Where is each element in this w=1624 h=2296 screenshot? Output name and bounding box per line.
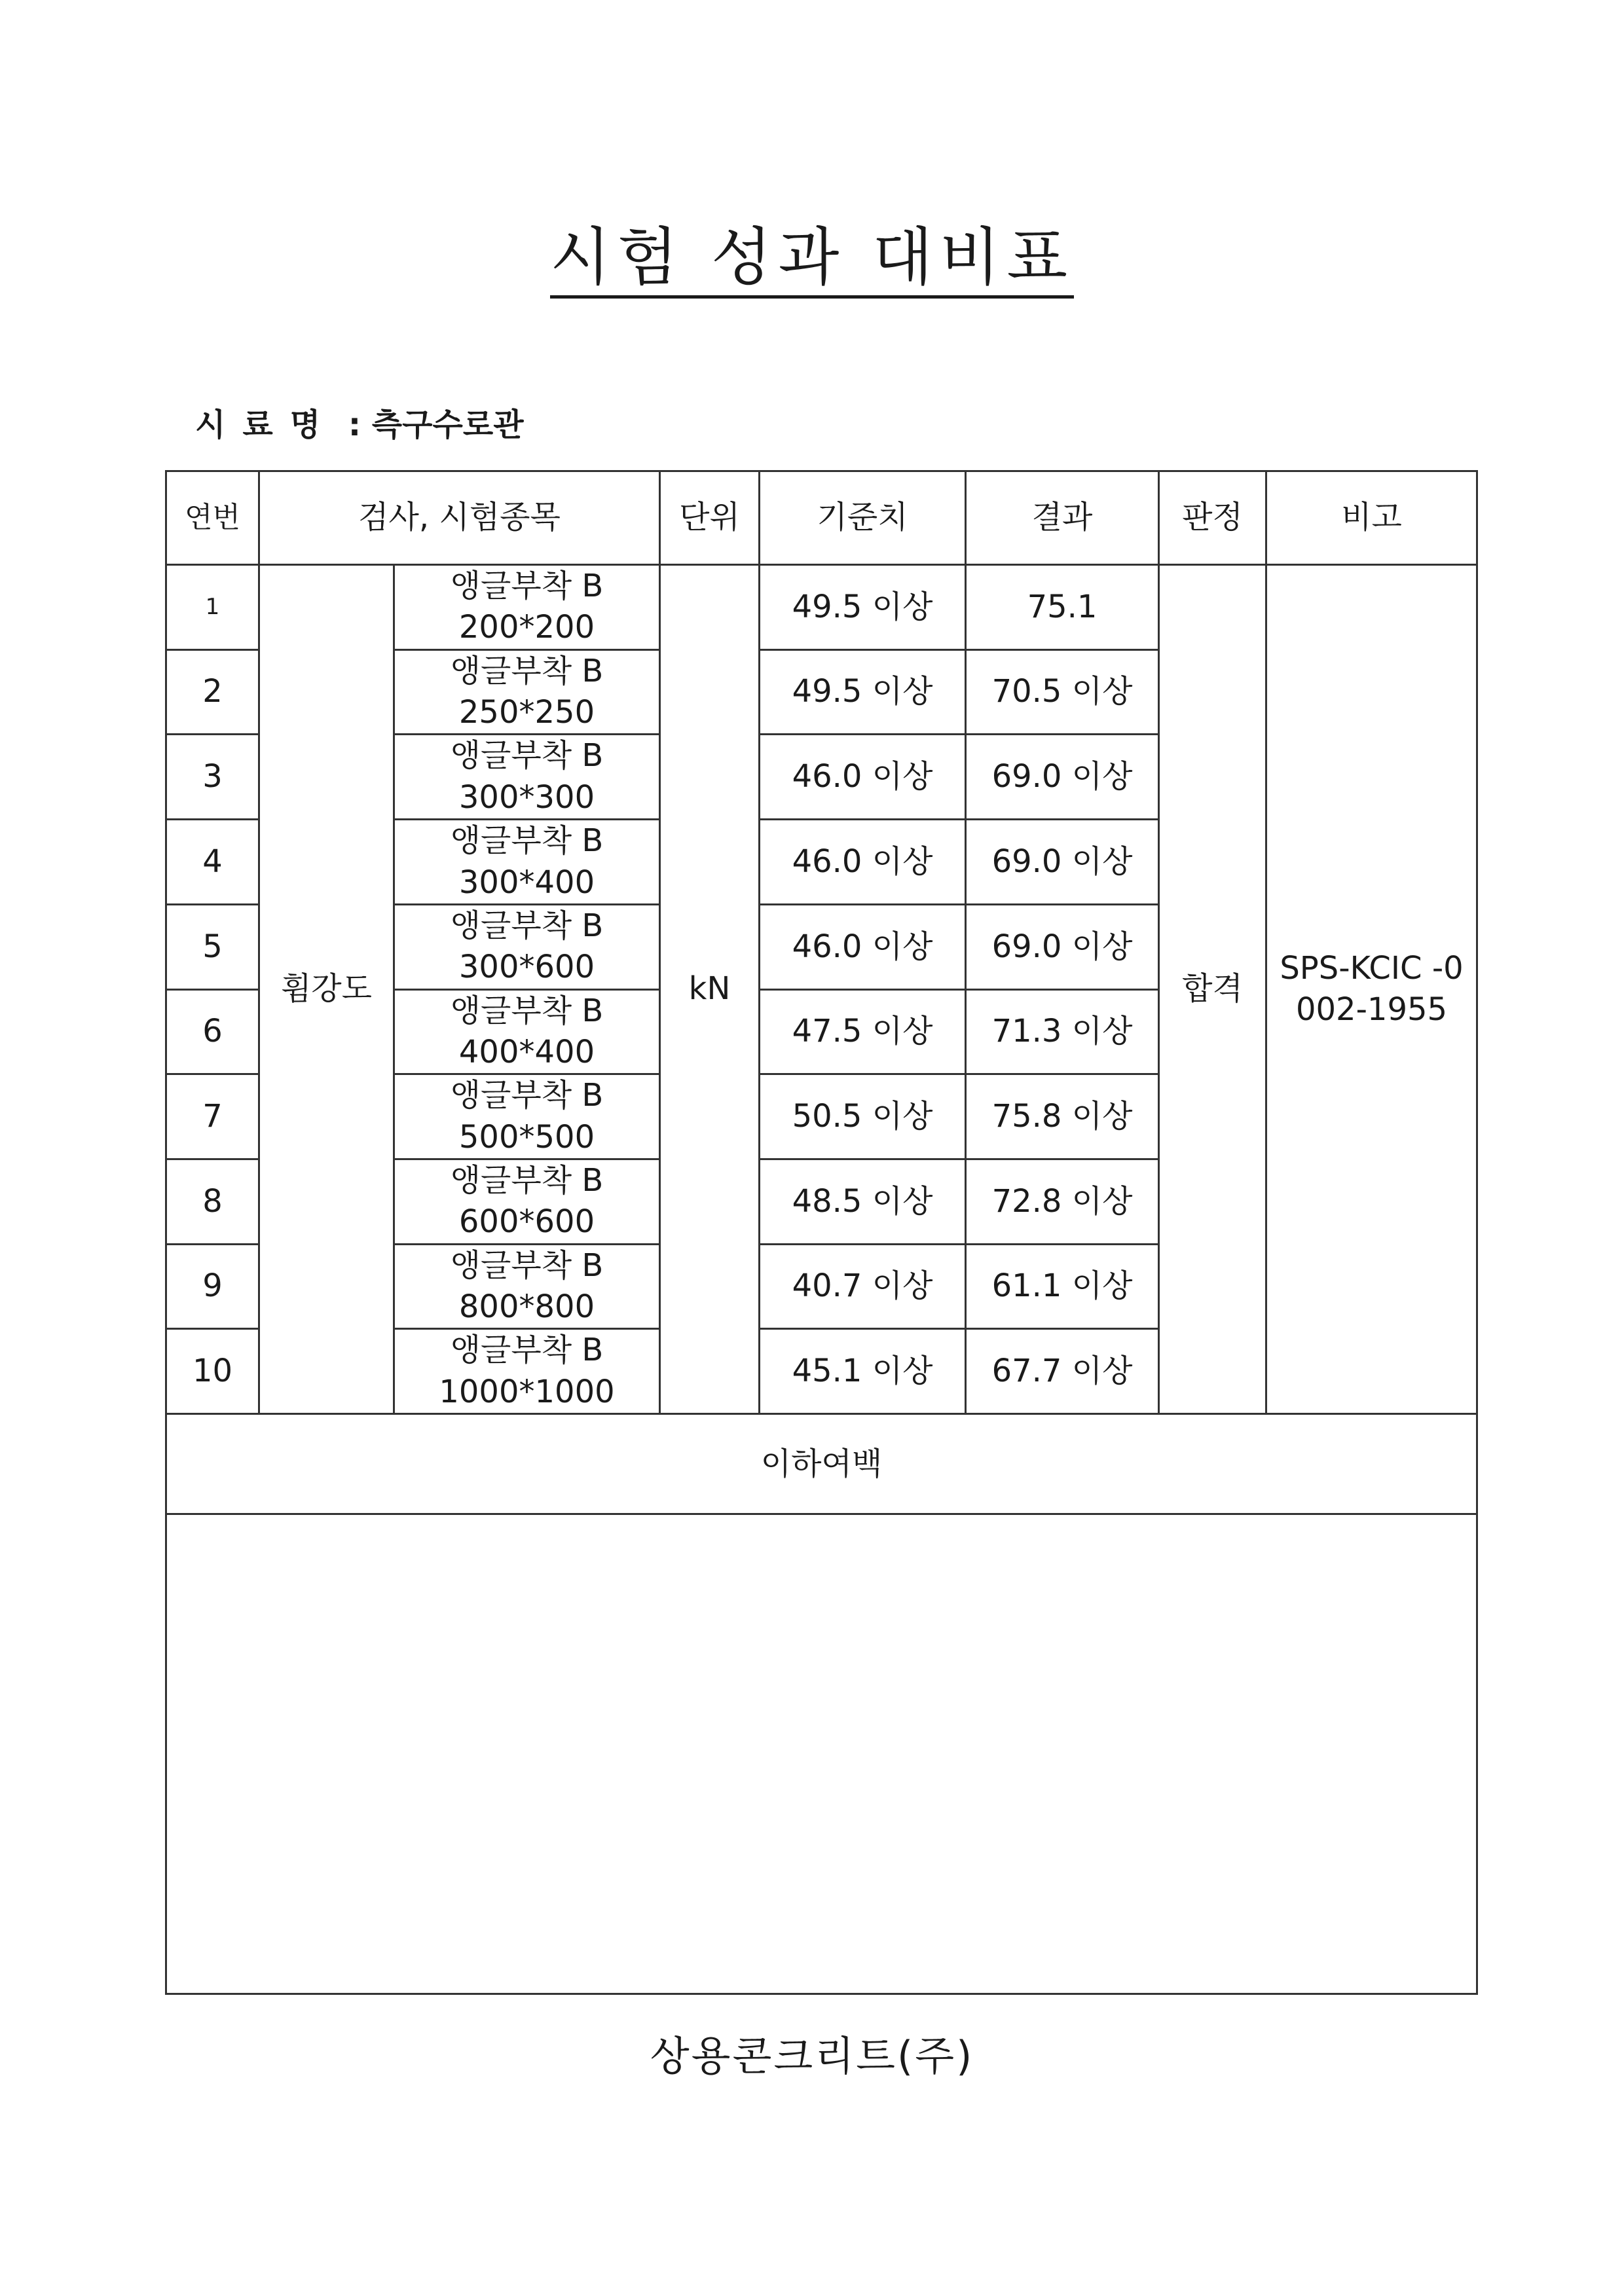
test-item-size: 400*400 [458,1033,595,1070]
test-item-size: 250*250 [458,694,595,731]
header-remark: 비고 [1266,471,1477,565]
standard-value: 46.0 이상 [760,820,966,905]
test-item [394,989,660,1074]
table-header-row [166,471,1477,565]
row-number: 6 [166,989,259,1074]
test-item-name: 앵글부착 B [450,568,604,604]
standard-value: 40.7 이상 [760,1244,966,1329]
standard-value: 45.1 이상 [760,1329,966,1414]
table-row [166,565,1477,650]
judgment-value: 합격 [1159,565,1266,1414]
test-item [394,904,660,989]
unit-value: kN [660,565,760,1414]
result-value: 69.0 이상 [966,904,1159,989]
test-item-name: 앵글부착 B [450,737,604,774]
header-standard: 기준치 [760,471,966,565]
header-judgment: 판정 [1159,471,1266,565]
test-item-size: 300*400 [458,864,595,901]
result-value: 71.3 이상 [966,989,1159,1074]
header-unit: 단위 [660,471,760,565]
row-number: 5 [166,904,259,989]
test-item-size: 300*300 [458,778,595,816]
remark-value: SPS-KCIC -0002-1955 [1266,565,1477,1414]
result-value: 69.0 이상 [966,820,1159,905]
standard-value: 46.0 이상 [760,904,966,989]
header-result: 결과 [966,471,1159,565]
sample-name-value: 측구수로관 [371,407,524,443]
standard-value: 48.5 이상 [760,1159,966,1245]
test-item-size: 800*800 [458,1288,595,1326]
test-item-name: 앵글부착 B [450,992,604,1029]
result-value: 75.8 이상 [966,1074,1159,1159]
test-item-size: 500*500 [458,1118,595,1156]
test-category: 휨강도 [259,565,394,1414]
test-item [394,1329,660,1414]
test-item-size: 600*600 [458,1203,595,1241]
test-item-name: 앵글부착 B [450,907,604,944]
company-name: 상용콘크리트(주) [650,2032,974,2080]
row-number: 8 [166,1159,259,1245]
test-item-name: 앵글부착 B [450,1247,604,1284]
test-item [394,565,660,650]
test-item [394,735,660,820]
end-note-row [166,1414,1477,1514]
row-number: 4 [166,820,259,905]
test-item-name: 앵글부착 B [450,652,604,689]
test-item [394,649,660,735]
result-value: 70.5 이상 [966,649,1159,735]
row-number: 10 [166,1329,259,1414]
sample-name-separator: : [348,407,361,443]
standard-value: 49.5 이상 [760,649,966,735]
test-item-name: 앵글부착 B [450,822,604,860]
document-title-text: 시험 성과 대비표 [550,226,1074,299]
document-title [0,221,1624,299]
test-results-table [165,470,1478,1995]
test-item-name: 앵글부착 B [450,1077,604,1114]
test-item-size: 200*200 [458,609,595,646]
test-item-size: 300*600 [458,949,595,986]
header-seq: 연번 [166,471,259,565]
standard-value: 50.5 이상 [760,1074,966,1159]
row-number: 3 [166,735,259,820]
row-number: 7 [166,1074,259,1159]
test-item [394,1074,660,1159]
header-item: 검사, 시험종목 [259,471,660,565]
standard-value: 47.5 이상 [760,989,966,1074]
blank-area [166,1514,1477,1994]
result-value: 61.1 이상 [966,1244,1159,1329]
test-item-name: 앵글부착 B [450,1332,604,1369]
test-item-size: 1000*1000 [439,1373,615,1410]
result-value: 72.8 이상 [966,1159,1159,1245]
test-item-name: 앵글부착 B [450,1162,604,1199]
result-value: 75.1 [966,565,1159,650]
standard-value: 49.5 이상 [760,565,966,650]
test-item [394,820,660,905]
row-number: 1 [166,565,259,650]
blank-area-row [166,1514,1477,1994]
sample-name-line [195,409,524,441]
end-note: 이하여백 [166,1414,1477,1514]
test-item [394,1159,660,1245]
test-item [394,1244,660,1329]
result-value: 67.7 이상 [966,1329,1159,1414]
sample-name-label: 시료명 [195,407,338,443]
result-value: 69.0 이상 [966,735,1159,820]
row-number: 9 [166,1244,259,1329]
row-number: 2 [166,649,259,735]
standard-value: 46.0 이상 [760,735,966,820]
